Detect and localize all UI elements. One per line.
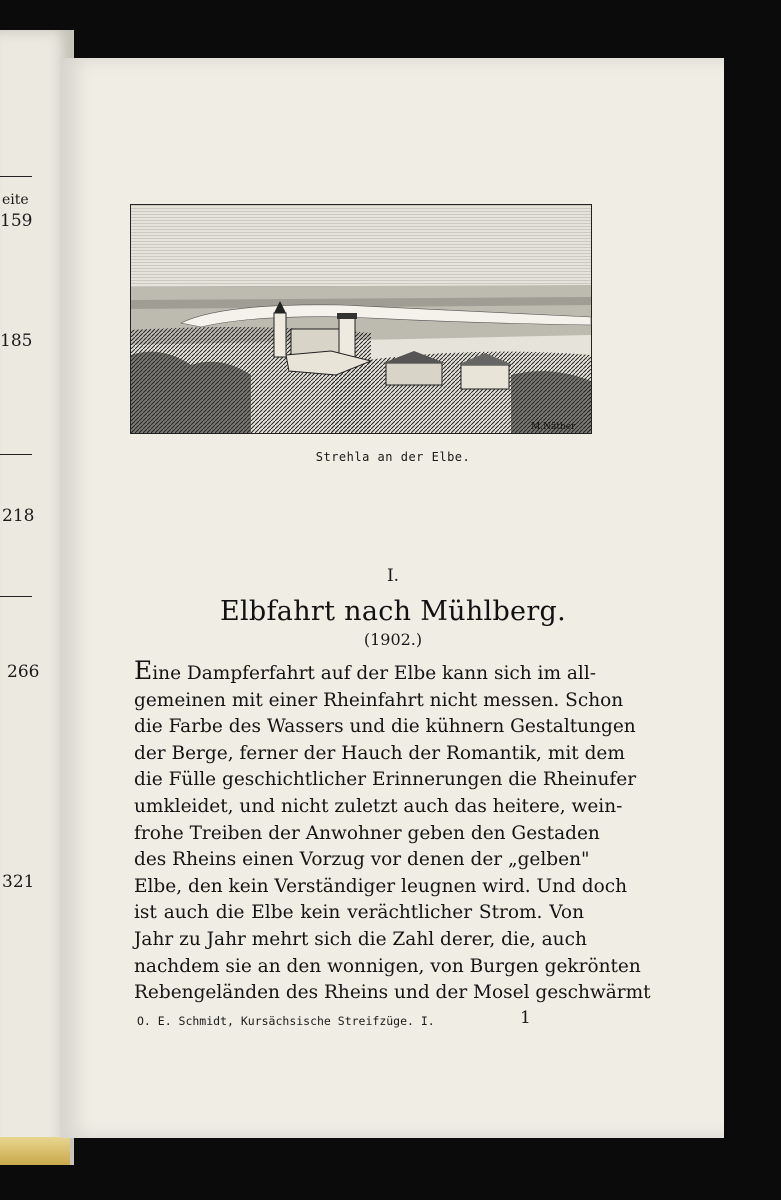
right-page bbox=[62, 58, 724, 1138]
left-page-ref-5: 321 bbox=[2, 872, 35, 892]
body-line-12: nachdem sie an den wonnigen, von Burgen gekrönten bbox=[134, 955, 641, 977]
left-page-ref-2: 185 bbox=[0, 331, 33, 351]
body-line-7: frohe Treiben der Anwohner geben den Gestaden bbox=[134, 822, 600, 844]
illustration-caption: Strehla an der Elbe. bbox=[315, 450, 471, 464]
left-header-fragment: eite bbox=[2, 192, 29, 208]
chapter-title: Elbfahrt nach Mühlberg. bbox=[219, 596, 567, 627]
body-line-5: die Fülle geschichtlicher Erinnerungen die Rheinufer bbox=[134, 769, 637, 791]
left-page-ref-3: 218 bbox=[2, 506, 35, 526]
body-line-11: Jahr zu Jahr mehrt sich die Zahl derer, die, auch bbox=[134, 928, 587, 950]
body-line-6: umkleidet, und nicht zuletzt auch das heitere, wein- bbox=[134, 795, 623, 817]
left-header-rule bbox=[0, 176, 32, 177]
body-line-8: des Rheins einen Vorzug vor denen der „gelben" bbox=[134, 849, 590, 871]
footer-author-title: O. E. Schmidt, Kursächsische Streifzüge. I. bbox=[137, 1014, 435, 1028]
body-line-1 bbox=[134, 656, 596, 688]
left-divider-1 bbox=[0, 454, 32, 455]
body-line-9: Elbe, den kein Verständiger leugnen wird. Und doch bbox=[134, 875, 627, 897]
engraving-illustration bbox=[130, 204, 592, 434]
body-line-3: die Farbe des Wassers und die kühnern Gestaltungen bbox=[134, 716, 636, 738]
left-page-ref-1: 159 bbox=[0, 211, 33, 231]
body-line-4: der Berge, ferner der Hauch der Romantik, mit dem bbox=[134, 742, 625, 764]
landscape-engraving bbox=[131, 205, 591, 433]
body-text bbox=[134, 656, 651, 1007]
drop-cap: E bbox=[134, 656, 153, 685]
left-page-ref-4: 266 bbox=[7, 662, 40, 682]
engraver-signature: M.Näther bbox=[531, 422, 576, 432]
body-line-1-text: ine Dampferfahrt auf der Elbe kann sich im all- bbox=[152, 663, 596, 684]
page-edge-gilt bbox=[0, 1137, 70, 1165]
left-divider-2 bbox=[0, 596, 32, 597]
chapter-number: I. bbox=[386, 566, 400, 586]
body-line-2: gemeinen mit einer Rheinfahrt nicht messen. Schon bbox=[134, 689, 624, 711]
body-line-10: ist auch die Elbe kein verächtlicher Strom. Von bbox=[134, 902, 584, 924]
body-line-13: Rebengeländen des Rheins und der Mosel geschwärmt bbox=[134, 982, 651, 1004]
chapter-year: (1902.) bbox=[363, 630, 423, 649]
footer-page-number: 1 bbox=[520, 1008, 531, 1028]
